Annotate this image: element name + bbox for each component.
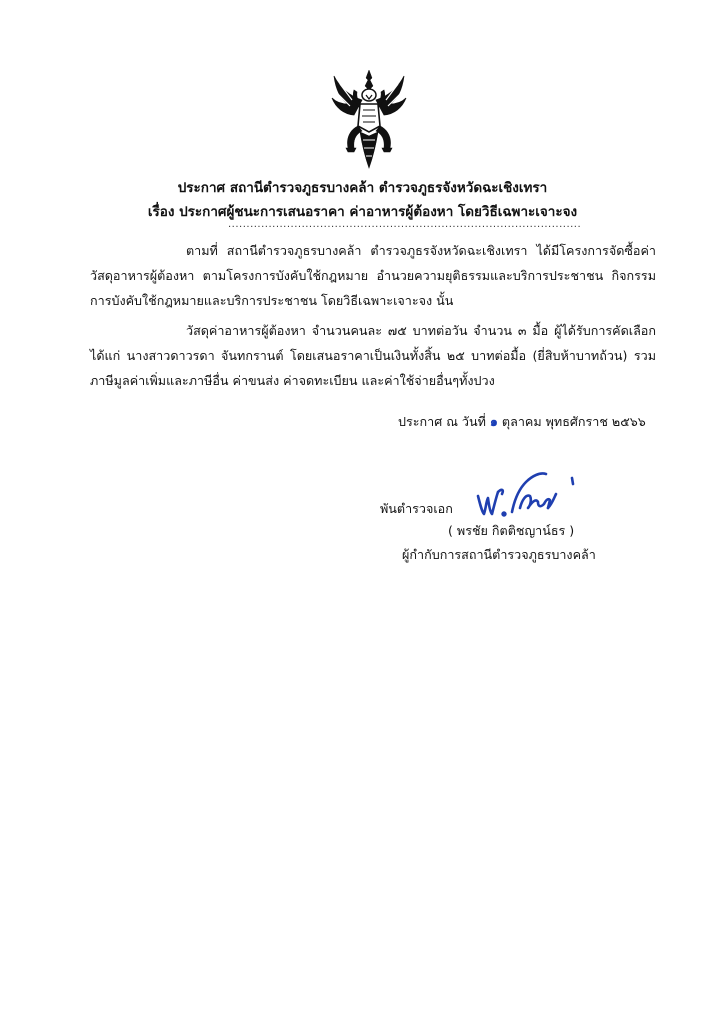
announcement-date: [398, 413, 646, 431]
signatory-name: ( พรชัย กิตติชญาน์ธร ): [448, 523, 575, 538]
handwritten-signature: [470, 468, 580, 520]
announcement-subject: เรื่อง ประกาศผู้ชนะการเสนอราคา ค่าอาหารผู้ต้องหา โดยวิธีเฉพาะเจาะจง: [147, 204, 578, 220]
date-prefix: ประกาศ ณ วันที่: [398, 414, 486, 429]
date-day: ๑: [489, 414, 498, 429]
signatory-position: ผู้กำกับการสถานีตำรวจภูธรบางคล้า: [402, 547, 596, 562]
body-paragraph-2: วัสดุค่าอาหารผู้ต้องหา จำนวนคนละ ๗๕ บาทต่อวัน จำนวน ๓ มื้อ ผู้ได้รับการคัดเลือก ได้แก่ นางสาวดาวรดา จันทกรานต์ โดยเสนอราคาเป็นเงินทั้งสิ้น ๒๕ บาทต่อมื้อ (ยี่สิบห้าบาทถ้วน) รวมภาษีมูลค่าเพิ่มและภาษีอื่น ค่าขนส่ง ค่าจดทะเบียน และค่าใช้จ่ายอื่นๆทั้งปวง: [90, 323, 656, 388]
announcement-title: ประกาศ สถานีตำรวจภูธรบางคล้า ตำรวจภูธรจังหวัดฉะเชิงเทรา: [177, 180, 548, 196]
date-suffix: ตุลาคม พุทธศักราช ๒๕๖๖: [501, 414, 646, 429]
body-paragraph-1: ตามที่ สถานีตำรวจภูธรบางคล้า ตำรวจภูธรจังหวัดฉะเชิงเทรา ได้มีโครงการจัดซื้อค่าวัสดุอาหารผู้ต้องหา ตามโครงการบังคับใช้กฎหมาย อำนวยความยุติธรรมและบริการประชาชน กิจกรรมการบังคับใช้กฎหมายและบริการประชาชน โดยวิธีเฉพาะเจาะจง นั้น: [90, 243, 656, 308]
title-separator: ................................................................................................: [228, 219, 582, 230]
signatory-rank: พันตำรวจเอก: [380, 501, 453, 516]
garuda-emblem-icon: [330, 68, 408, 170]
